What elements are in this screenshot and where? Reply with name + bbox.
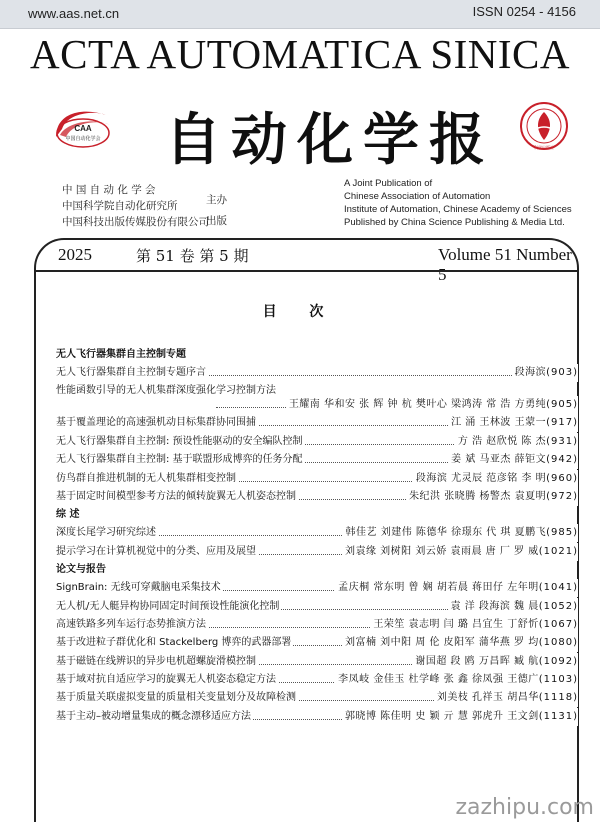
toc-entry-page: (1092) [538,655,578,667]
caa-logo-subtext: 中国自动化学会 [65,136,101,142]
toc-entry-meta [448,598,578,616]
toc-entry-page: (942) [546,454,578,466]
toc-section-heading: 无人飞行器集群自主控制专题 [56,349,186,360]
toc-entry[interactable] [56,543,578,561]
publisher-en-4: Published by China Science Publishing & Media Ltd. [344,217,565,228]
toc-entry-title: 基于域对抗自适应学习的旋翼无人机姿态稳定方法 [56,674,276,686]
toc-entry-authors: 段海滨 尤灵辰 范彦铭 李 明 [415,472,547,484]
toc-entry-meta [455,433,578,451]
issue-bar [58,245,580,284]
publisher-cn-1: 中 国 自 动 化 学 会 [62,184,156,196]
toc-entry-title: 基于质量关联虚拟变量的质量相关变量划分及故障检测 [56,692,296,704]
publishers-en [344,177,572,229]
toc-entry-meta [413,470,578,488]
toc-entry-page: (1131) [538,710,578,722]
toc-entry-title: 深度长尾学习研究综述 [56,527,156,539]
toc-entry[interactable] [56,653,578,671]
toc-entry-authors: 朱纪洪 张晓腾 杨警杰 袁夏明 [409,490,547,502]
toc-entry-authors: 王耀南 华和安 张 辉 钟 杭 樊叶心 梁鸿涛 常 浩 方勇纯 [288,399,547,411]
toc-entry[interactable] [56,364,578,382]
toc-entry-authors: 刘富楠 刘中阳 周 伦 皮阳军 蒲华燕 罗 均 [344,637,539,649]
toc-entry-page: (1021) [538,545,578,557]
toc-entry-authors: 郭晓博 陈佳明 史 颖 亓 慧 郭虎升 王文剑 [344,710,539,722]
toc-entry[interactable] [56,433,578,451]
toc-entry-title: 无人飞行器集群自主控制专题序言 [56,367,206,378]
toc-entry-page: (1041) [538,582,578,594]
journal-title-cn: 自动化学报 [165,108,495,173]
toc-entry[interactable] [56,579,578,597]
issue-volume-cn: 第 51 卷 第 5 期 [136,247,249,265]
toc-entry[interactable] [56,451,578,469]
toc-entry-title: 高速铁路多列车运行态势推演方法 [56,618,206,630]
toc-entry-title: 性能函数引导的无人机集群深度强化学习控制方法 [56,385,276,397]
toc-entry-authors: 王荣笙 袁志明 闫 璐 吕宜生 丁舒忻 [373,618,539,630]
toc-entry-authors: 刘袁缘 刘树阳 刘云娇 袁雨晨 唐 厂 罗 威 [344,545,539,557]
toc-entry-authors: 姜 斌 马亚杰 薛钜文 [451,454,547,466]
toc-entry-title: SignBrain: 无线可穿戴脑电采集技术 [56,582,221,594]
publisher-en-1: A Joint Publication of [344,178,433,189]
toc-entry-meta [335,579,578,597]
toc-entry-authors: 江 涌 王林波 王蒙一 [451,417,547,429]
toc-entry[interactable] [56,598,578,616]
publisher-en-2: Chinese Association of Automation [344,191,491,202]
toc-entry-page: (1080) [538,637,578,649]
toc-entry[interactable] [56,414,578,432]
toc-entry-authors: 刘美枝 孔祥玉 胡昌华 [436,692,539,704]
toc-entry-authors: 孟庆桐 常东明 曾 娴 胡若晨 蒋田仔 左年明 [338,582,539,594]
toc-entry-meta [512,364,578,382]
publisher-cn-3: 中国科技出版传媒股份有限公司 [62,216,209,228]
toc-entry-meta [342,708,578,726]
toc-entry-title: 基于改进粒子群优化和 Stackelberg 博弈的武器部署 [56,637,292,649]
toc-entry[interactable] [56,671,578,689]
toc-entry-title: 基于主动–被动增量集成的概念漂移适应方法 [56,710,251,722]
publisher-roles [206,190,227,232]
toc-entry[interactable] [56,708,578,726]
science-press-logo-text: 科学出版社 [534,145,554,150]
toc-entry-authors: 段海滨 [514,367,547,378]
toc-section-heading: 综 述 [56,509,80,521]
toc-entry-page: (1052) [538,600,578,612]
toc-entry-title: 基于覆盖理论的高速强机动目标集群协同围捕 [56,417,256,429]
toc-entry-meta [448,451,578,469]
toc-entry-meta [286,396,578,414]
journal-url[interactable]: www.aas.net.cn [28,6,120,21]
toc-entry[interactable] [56,616,578,634]
publishers-cn [62,182,209,230]
toc-entry-page: (917) [546,417,578,429]
issue-volume-en: Volume 51 Number 5 [438,245,572,284]
caa-logo-text: CAA [74,124,92,133]
toc-entry-page: (905) [546,399,578,411]
publisher-en-3: Institute of Automation, Chinese Academy of Sciences [344,204,572,215]
toc-entry-meta [412,653,578,671]
toc-entry-page: (1067) [538,618,578,630]
toc-entry-meta [342,543,578,561]
toc-entry-meta [448,414,578,432]
toc-title: 目 次 [262,304,338,320]
journal-title-en: ACTA AUTOMATICA SINICA [29,31,571,77]
science-press-logo-icon [518,100,570,152]
issue-year: 2025 [58,245,92,264]
toc-entry-authors: 方 浩 赵欣悦 陈 杰 [457,435,547,447]
toc-entry-meta [335,671,578,689]
toc-entry-page: (931) [546,435,578,447]
toc-entry-title: 提示学习在计算机视觉中的分类、应用及展望 [56,545,256,557]
toc-entry-meta [342,634,578,652]
caa-logo-icon [52,105,114,153]
toc-entry[interactable] [56,634,578,652]
toc-entry-authors: 韩佳艺 刘建伟 陈德华 徐璟东 代 琪 夏鹏飞 [345,527,547,539]
toc-entry-authors: 李凤岐 金佳玉 杜学峰 张 鑫 徐凤强 王德广 [338,674,539,686]
toc-entry-title: 无人飞行器集群自主控制: 预设性能驱动的安全编队控制 [56,435,303,447]
toc-entry-page: (985) [546,527,578,539]
toc-entry-page: (903) [546,367,578,378]
toc-entry-authors: 谢国超 段 鸥 万昌晖 臧 航 [415,655,539,667]
toc-entry-title: 基于磁链在线辨识的异步电机超螺旋滑模控制 [56,655,256,667]
toc-section-heading: 论文与报告 [56,564,106,576]
watermark: zazhipu.com [455,795,594,820]
role-sponsor: 主办 [206,194,227,206]
toc-entry-title: 无人飞行器集群自主控制: 基于联盟形成博弈的任务分配 [56,454,303,466]
role-publisher: 出版 [206,215,227,227]
toc-entry-title: 无人机/无人艇异构协同固定时间预设性能演化控制 [56,600,280,612]
toc-entry[interactable] [56,689,578,707]
toc-entry[interactable] [56,382,578,414]
toc-entry-page: (972) [546,490,578,502]
publisher-cn-2: 中国科学院自动化研究所 [62,200,178,212]
toc-entry-meta [406,488,578,506]
table-of-contents [56,346,578,726]
issue-divider [34,270,579,272]
toc-entry[interactable] [56,488,578,506]
toc-entry-authors: 袁 洋 段海滨 魏 晨 [450,600,539,612]
toc-entry[interactable] [56,470,578,488]
top-bar [0,0,600,29]
toc-entry-title: 仿鸟群自推进机制的无人机集群相变控制 [56,472,236,484]
toc-entry-meta [370,616,578,634]
toc-entry-meta [343,524,578,542]
toc-entry-title: 基于固定时间模型参考方法的倾转旋翼无人机姿态控制 [56,490,296,502]
toc-entry-page: (960) [546,472,578,484]
toc-entry-page: (1118) [538,692,578,704]
toc-entry-meta [434,689,578,707]
toc-entry[interactable] [56,524,578,542]
toc-entry-page: (1103) [538,674,578,686]
issn-number: ISSN 0254 - 4156 [472,4,576,19]
